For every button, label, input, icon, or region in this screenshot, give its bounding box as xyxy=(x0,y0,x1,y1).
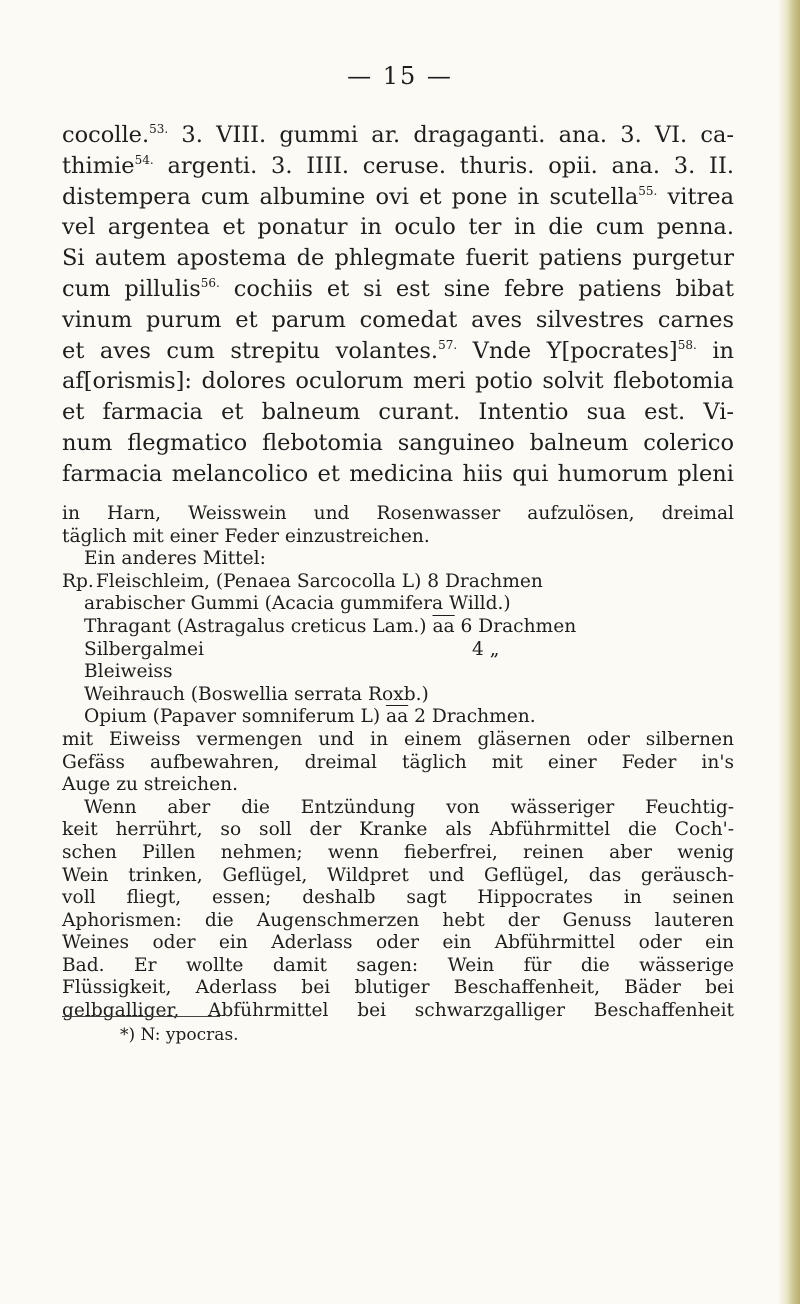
german-line: keit herrührt, so soll der Kranke als Abführmittel die Coch'- xyxy=(62,819,734,841)
recipe-ingredient: Thragant (Astragalus creticus Lam.) $\overline{aa}$ 6 Drachmen xyxy=(84,615,577,637)
footnote-rule xyxy=(62,1016,220,1017)
german-line: Bad. Er wollte damit sagen: Wein für die wässerige xyxy=(62,954,734,976)
recipe-ingredient: Silbergalmei 4 „ xyxy=(84,638,500,660)
german-line: voll fliegt, essen; deshalb sagt Hippocrates in seinen xyxy=(62,887,734,909)
latin-text-block xyxy=(62,120,734,490)
german-line: gelbgalliger, Abführmittel bei schwarzgalliger Beschaffenheit xyxy=(62,1000,734,1022)
latin-line: et aves cum strepitu volantes.$^{57.}$ Vnde Y[pocrates]$^{58.}$ in xyxy=(62,337,735,364)
german-line: in Harn, Weisswein und Rosenwasser aufzulösen, dreimal xyxy=(62,503,734,524)
german-line: Wenn aber die Entzündung von wässeriger Feuchtig- xyxy=(84,796,734,818)
latin-line: vel argentea et ponatur in oculo ter in die cum penna. xyxy=(62,214,734,241)
latin-line: Si autem apostema de phlegmate fuerit patiens purgetur xyxy=(62,245,734,272)
german-line: schen Pillen nehmen; wenn fieberfrei, reinen aber wenig xyxy=(62,841,734,863)
recipe-heading: Ein anderes Mittel: xyxy=(84,548,266,570)
latin-line: cocolle.$^{53.}$ 3. VIII. gummi ar. dragaganti. ana. 3. VI. ca- xyxy=(62,122,734,148)
latin-line: et farmacia et balneum curant. Intentio sua est. Vi- xyxy=(62,399,734,426)
recipe-ingredient: Weihrauch (Boswellia serrata Roxb.) xyxy=(84,683,429,705)
footnote: *) N: ypocras. xyxy=(120,1025,239,1045)
latin-line: af[orismis]: dolores oculorum meri potio solvit flebotomia xyxy=(62,368,734,395)
german-line: täglich mit einer Feder einzustreichen. xyxy=(62,525,430,547)
recipe-first-line: Rp. Fleischleim, (Penaea Sarcocolla L) 8 Drachmen xyxy=(62,570,543,592)
page-number: — 15 — xyxy=(347,62,453,90)
german-line: Flüssigkeit, Aderlass bei blutiger Beschaffenheit, Bäder bei xyxy=(62,977,734,999)
recipe-ingredient: arabischer Gummi (Acacia gummifera Willd.) xyxy=(84,593,511,615)
latin-line: thimie$^{54.}$ argenti. 3. IIII. ceruse. thuris. opii. ana. 3. II. xyxy=(62,152,734,179)
latin-line: cum pillulis$^{56.}$ cochiis et si est sine febre patiens bibat xyxy=(62,275,734,302)
german-line: Auge zu streichen. xyxy=(62,774,239,796)
german-line: Weines oder ein Aderlass oder ein Abführmittel oder ein xyxy=(62,932,734,954)
recipe-label: Rp. xyxy=(62,570,94,592)
latin-line: distempera cum albumine ovi et pone in scutella$^{55.}$ vitrea xyxy=(62,183,734,210)
german-translation-block xyxy=(62,503,734,1023)
german-line: mit Eiweiss vermengen und in einem gläsernen oder silbernen xyxy=(62,728,734,750)
german-line: Aphorismen: die Augenschmerzen hebt der Genuss lauteren xyxy=(62,909,734,931)
german-line: Wein trinken, Geflügel, Wildpret und Geflügel, das geräusch- xyxy=(62,864,734,886)
latin-line: farmacia melancolico et medicina hiis qui humorum pleni xyxy=(62,460,734,487)
page-edge xyxy=(778,0,800,1304)
recipe-ingredient: Bleiweiss xyxy=(84,661,173,683)
latin-line: num flegmatico flebotomia sanguineo balneum colerico xyxy=(62,429,734,456)
recipe-ingredient: Opium (Papaver somniferum L) $\overline{aa}$ 2 Drachmen. xyxy=(84,706,536,728)
latin-line: vinum purum et parum comedat aves silvestres carnes xyxy=(62,306,734,333)
german-line: Gefäss aufbewahren, dreimal täglich mit einer Feder in's xyxy=(62,751,734,773)
